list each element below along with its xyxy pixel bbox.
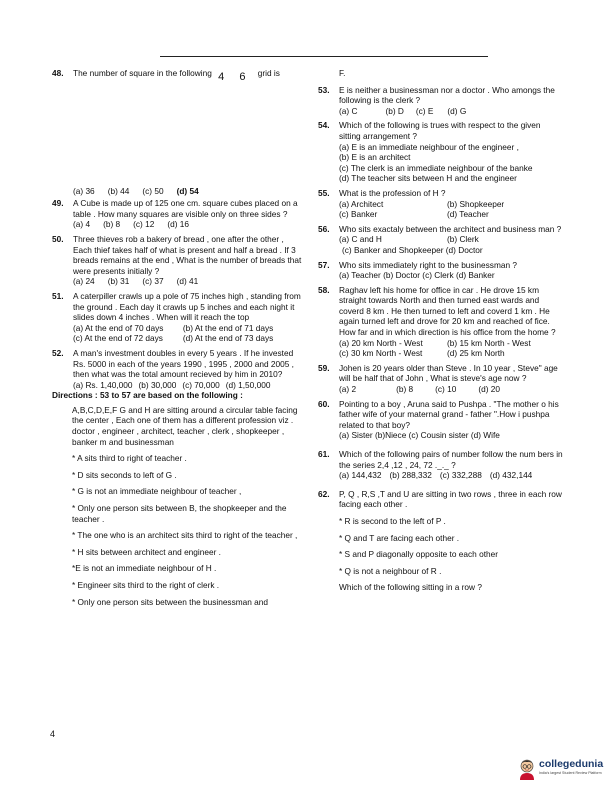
option: (b) 44 [107, 185, 130, 196]
question-number: 48. [52, 68, 64, 78]
question-number: 57. [318, 259, 330, 270]
right-column [318, 68, 564, 593]
question-text: A caterpiller crawls up a pole of 75 inches high , standing from the ground . Each day it crawls up 5 inches and each night it slides down 4 inches . When will it reach the top [73, 290, 301, 323]
question-49 [52, 198, 302, 230]
option: (c) Banker [339, 209, 378, 220]
option: (b) 8 [396, 384, 414, 395]
question-59 [318, 363, 564, 395]
question-number: 50. [52, 233, 64, 244]
option: (a) 36 [73, 185, 95, 196]
question-number: 60. [318, 398, 330, 409]
logo-wordmark: collegedunia [539, 758, 604, 770]
student-mascot-icon [518, 758, 536, 780]
option: (a) At the end of 70 days [73, 322, 164, 333]
option: (c) E [415, 105, 434, 116]
carry-over-text: F. [339, 68, 346, 78]
question-text: Raghav left his home for office in car . He drove 15 km straight towards North and then turned east wards and coverd 8 km . He then turned to left and coverd 1 km . He again turned left and drove for 20 km and reached of fice. How far and in which direction is his office from the home ? [339, 284, 556, 338]
question-text: Which of the following pairs of number follow the num bers in the series 2,4 ,12 , 24, 72 ._._ ? [339, 449, 563, 470]
option: (b) 8 [103, 219, 121, 230]
option: (a) Architect [339, 198, 384, 209]
option: (d) At the end of 73 days [182, 333, 274, 344]
option: (c) 37 [142, 276, 164, 287]
option: (a) 4 [73, 219, 91, 230]
question-text: A man's investment doubles in every 5 years . If he invested Rs. 5000 in each of the years 1990 , 1995 , 2000 and 2005 , then what was the total amount recieved by him in 2010? [73, 347, 294, 380]
question-text: E is neither a businessman nor a doctor . Who amongs the following is the clerk ? [339, 84, 555, 106]
options-55 [339, 199, 564, 220]
options-53 [339, 106, 564, 117]
condition: * A sits third to right of teacher . [72, 453, 187, 464]
condition: * D sits seconds to left of G . [72, 469, 177, 480]
question-text: What is the profession of H ? [339, 187, 446, 198]
question-number: 58. [318, 284, 330, 295]
option: (a) 2 [339, 384, 357, 395]
question-61 [318, 449, 564, 481]
question-55 [318, 188, 564, 220]
question-text: Three thieves rob a bakery of bread , one after the other , Each thief takes half of what is present and half a bread . If 3 breads remains at the end , What is the number of breads that were presents initially ? [73, 233, 302, 276]
option: (b) 31 [107, 276, 130, 287]
option: (a) C and H [339, 234, 382, 245]
option: (a) Rs. 1,40,000 [73, 379, 133, 390]
question-57 [318, 260, 564, 281]
options-49 [73, 219, 302, 230]
options-59 [339, 384, 564, 395]
logo-tagline: India's largest Student Review Platform [539, 771, 602, 775]
option: (c) 50 [142, 185, 164, 196]
question-text: A Cube is made up of 125 one cm. square cubes placed on a table . How many squares are visible only on three sides ? [73, 198, 298, 219]
grid-figure: 4 6 [218, 71, 252, 83]
question-54 [318, 120, 564, 184]
question-text: Which of the following is trues with respect to the given sitting arrangement ? [339, 120, 541, 141]
condition: * S and P diagonally opposite to each other [339, 549, 498, 560]
question-text: Johen is 20 years older than Steve . In 10 year , Steve" age will be half that of John , What is steve's age now ? [339, 362, 558, 384]
option: (d) 25 km North [447, 348, 505, 359]
option: (b) Clerk [447, 234, 479, 245]
option: (b) 15 km North - West [447, 337, 531, 348]
question-62 [318, 489, 564, 593]
option: (d) 20 [478, 384, 501, 395]
option: (d) Teacher [447, 209, 489, 220]
question-52 [52, 348, 302, 390]
header-rule [160, 56, 488, 57]
options-51 [73, 323, 302, 344]
question-prompt: Which of the following sitting in a row ? [339, 582, 482, 593]
options-52 [73, 380, 302, 391]
options-60: (a) Sister (b)Niece (c) Cousin sister (d) Wife [339, 430, 500, 441]
question-number: 54. [318, 120, 330, 131]
question-text: Who sits exactaly between the architect and business man ? [339, 223, 562, 234]
option: (a) C [339, 105, 358, 116]
option: (b) Shopkeeper [447, 198, 505, 209]
question-51 [52, 291, 302, 344]
condition: * Only one person sits between B, the shopkeeper and the teacher . [72, 503, 287, 524]
condition: * The one who is an architect sits third to right of the teacher , [72, 530, 298, 541]
condition: * Only one person sits between the businessman and [72, 596, 269, 607]
option: (d) 432,144 [489, 470, 533, 481]
option: (c) 70,000 [182, 379, 220, 390]
question-text-continued: grid is [257, 68, 280, 78]
question-number: 59. [318, 362, 330, 373]
options-50 [73, 276, 302, 287]
question-text: P, Q , R,S ,T and U are sitting in two rows , three in each row facing each other . [339, 488, 562, 510]
option: (b) E is an architect [339, 152, 411, 163]
condition: *E is not an immediate neighbour of H . [72, 563, 217, 574]
option: (b) 30,000 [138, 379, 177, 390]
question-53 [318, 85, 564, 117]
condition: * R is second to the left of P . [339, 515, 446, 526]
options-57: (a) Teacher (b) Doctor (c) Clerk (d) Banker [339, 270, 495, 281]
question-number: 55. [318, 187, 330, 198]
question-text: Who sits immediately right to the businessman ? [339, 259, 517, 270]
condition: * G is not an immediate neighbour of teacher , [72, 486, 242, 497]
option: (b) 288,332 [389, 470, 432, 481]
page-number: 4 [50, 729, 56, 739]
options-61 [339, 470, 564, 481]
option: (b) D [385, 105, 404, 116]
question-58 [318, 285, 564, 359]
option: (c) 10 [435, 384, 457, 395]
question-text: The number of square in the following [73, 68, 212, 78]
option: (d) 16 [167, 219, 190, 230]
condition: * Q is not a neighbour of R . [339, 565, 442, 576]
question-number: 56. [318, 223, 330, 234]
option: (c) 30 km North - West [339, 348, 423, 359]
question-60 [318, 399, 564, 441]
options-56 [339, 234, 564, 245]
option: (d) The teacher sits between H and the engineer [339, 173, 517, 184]
directions-heading: Directions : 53 to 57 are based on the following : [52, 390, 243, 401]
directions-intro: A,B,C,D,E,F G and H are sitting around a circular table facing the center , Each one of them has a different profession viz . doctor , engineer , architect, teacher , clerk , shopkeeper , banker m and businessman [72, 404, 298, 447]
question-number: 49. [52, 198, 64, 209]
option: (c) At the end of 72 days [73, 333, 163, 344]
option: (d) G [447, 105, 467, 116]
option: (b) At the end of 71 days [182, 322, 274, 333]
option: (d) 41 [176, 276, 199, 287]
question-number: 61. [318, 449, 330, 459]
question-number: 52. [52, 347, 64, 358]
question-number: 51. [52, 290, 64, 301]
question-56 [318, 224, 564, 256]
options-58 [339, 338, 564, 359]
left-column [52, 68, 302, 607]
condition: * Engineer sits third to the right of clerk . [72, 580, 220, 590]
option: (a) 24 [73, 276, 95, 287]
question-48 [52, 68, 302, 83]
option: (c) 332,288 [439, 470, 482, 481]
question-50 [52, 234, 302, 287]
collegedunia-logo [518, 756, 612, 784]
option: (c) Banker and Shopkeeper (d) Doctor [342, 244, 483, 255]
option: (d) 54 [176, 185, 199, 196]
question-text: Pointing to a boy , Aruna said to Pushpa . "The mother o his father wife of your maternal grand - father ".How i pushpa related to that boy? [339, 398, 559, 430]
option: (a) E is an immediate neighbour of the engineer , [339, 141, 519, 152]
question-number: 62. [318, 488, 330, 499]
condition: * Q and T are facing each other . [339, 532, 460, 543]
option: (d) 1,50,000 [225, 379, 271, 390]
option: (a) 20 km North - West [339, 337, 423, 348]
option: (a) 144,432 [339, 470, 382, 481]
options-48 [52, 186, 302, 197]
condition: * H sits between architect and engineer . [72, 546, 221, 557]
question-number: 53. [318, 84, 330, 95]
option: (c) 12 [133, 219, 155, 230]
option: (c) The clerk is an immediate neighbour of the banke [339, 162, 533, 173]
